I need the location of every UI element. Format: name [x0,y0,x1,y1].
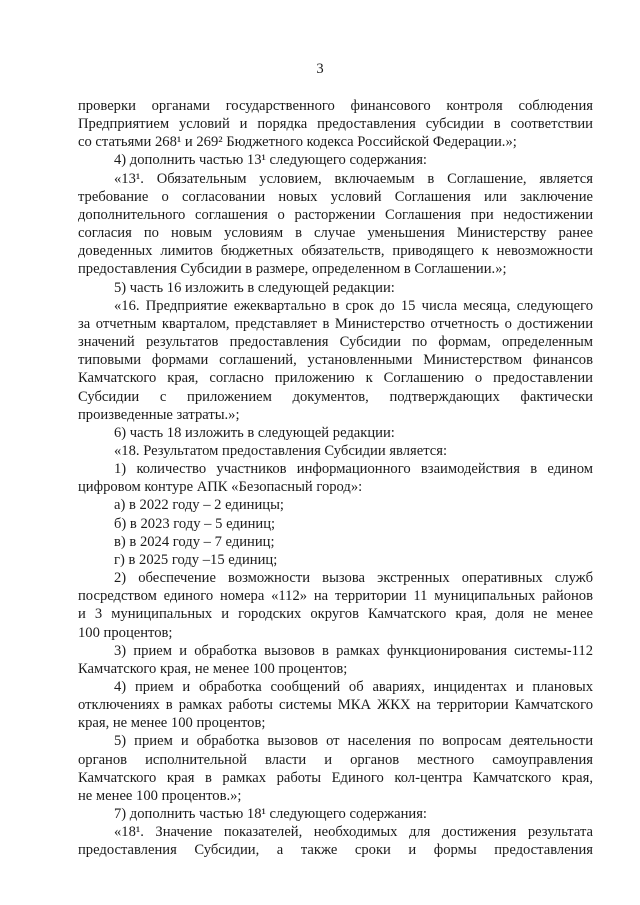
page-number: 3 [316,61,324,77]
text-line: проверки органами государственного финансового контроля соблюдения [78,98,593,114]
text-line: отключениях в рамках работы системы МКА ЖКХ на территории Камчатского [78,697,593,714]
text-line: 6) часть 18 изложить в следующей редакции: [114,424,395,441]
text-line: предоставления Субсидии в размере, определенном в Соглашении.»; [78,261,507,278]
text-line: произведенные затраты.»; [78,406,240,423]
text-line: края, не менее 100 процентов; [78,715,266,732]
text-line: требование о согласовании новых условий Соглашения или заключение [78,188,593,205]
text-line: г) в 2025 году –15 единиц; [114,551,278,568]
text-line: Камчатского края, согласно приложению к Соглашению о предоставлении [78,370,593,387]
text-line: а) в 2022 году – 2 единицы; [114,497,284,514]
text-line: не менее 100 процентов.»; [78,787,242,804]
text-line: «16. Предприятие ежеквартально в срок до 15 числа месяца, следующего [114,297,593,314]
text-line: органов исполнительной власти и органов местного самоуправления [78,751,593,768]
text-line: 5) прием и обработка вызовов от населения по вопросам деятельности [114,733,593,750]
text-line: посредством единого номера «112» на территории 11 муниципальных районов [78,588,593,605]
text-line: 5) часть 16 изложить в следующей редакции: [114,279,395,296]
text-line: 4) дополнить частью 13¹ следующего содержания: [114,152,427,169]
text-line: «18. Результатом предоставления Субсидии является: [114,442,447,459]
text-line: 4) прием и обработка сообщений об авариях, инцидентах и плановых [114,679,593,695]
text-line: типовыми формами соглашений, установленными Министерством финансов [78,352,593,369]
text-line: предоставления Субсидии, а также сроки и формы предоставления [78,842,593,859]
text-line: 3) прием и обработка вызовов в рамках функционирования системы-112 [114,642,593,659]
text-line: Камчатского края, не менее 100 процентов; [78,660,348,677]
text-line: Предприятием условий и порядка предоставления субсидии в соответствии [78,116,593,133]
text-line: со статьями 268¹ и 269² Бюджетного кодекса Российской Федерации.»; [78,134,517,151]
text-line: и 3 муниципальных и городских округов Камчатского края, доля не менее [78,606,593,623]
text-line: в) в 2024 году – 7 единиц; [114,533,275,550]
text-line: согласия по новым условиям в случае уменьшения Министерству ранее [78,225,593,242]
text-line: 7) дополнить частью 18¹ следующего содержания: [114,806,427,823]
text-line: 100 процентов; [78,624,173,641]
text-line: Субсидии с приложением документов, подтверждающих фактически [78,388,593,405]
text-line: 2) обеспечение возможности вызова экстренных оперативных служб [114,570,593,587]
text-line: значений результатов предоставления Субсидии по формам, определенным [78,334,593,351]
text-line: б) в 2023 году – 5 единиц; [114,515,276,532]
text-line: доведенных лимитов бюджетных обязательств, приводящего к невозможности [78,243,593,260]
document-body [78,97,593,860]
text-line: за отчетным кварталом, представляет в Министерство отчетность о достижении [78,315,593,332]
text-line: «18¹. Значение показателей, необходимых для достижения результата [114,824,593,841]
text-line: дополнительного соглашения о расторжении Соглашения при недостижении [78,206,593,223]
text-line: цифровом контуре АПК «Безопасный город»: [78,479,363,496]
text-line: Камчатского края в рамках работы Единого кол-центра Камчатского края, [78,769,593,786]
text-line: «13¹. Обязательным условием, включаемым в Соглашение, является [114,170,593,187]
text-line: 1) количество участников информационного взаимодействия в едином [114,461,593,478]
